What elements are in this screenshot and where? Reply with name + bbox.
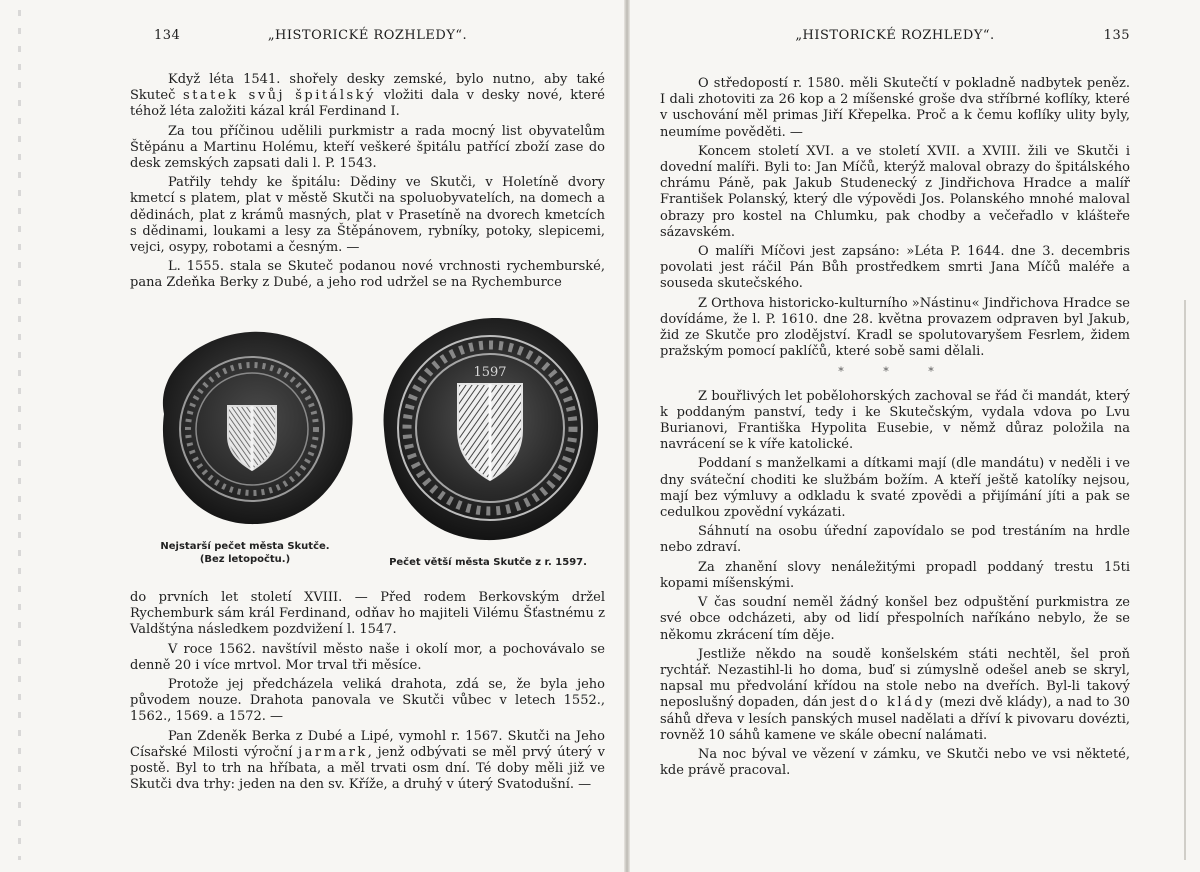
- paragraph: [660, 595, 1130, 644]
- seal-1597-image: [370, 312, 606, 547]
- right-running-title: „HISTORICKÉ ROZHLEDY“.: [795, 28, 995, 43]
- paragraph-text: do prvních let století XVIII. — Před rodem Berkovským držel Rychemburk sám král Ferdinand, odňav ho majiteli Vilému Šťastnému z Valdštýna následkem pozdvižení l. 1547.: [130, 590, 605, 638]
- paragraph-text: Za tou příčinou udělili purkmistr a rada mocný list obyvatelům Štěpánu a Martinu Holému, kteří veškeré špitálu patřící zboží zase do desk zemských zapsati dali l. P. 1543.: [130, 123, 605, 172]
- caption-seal-oldest: [130, 540, 360, 566]
- paragraph: [660, 747, 1130, 779]
- paragraph: [660, 647, 1130, 744]
- section-asterism: * * *: [838, 365, 952, 379]
- right-text-part-a: [660, 76, 1130, 360]
- paragraph-text: Jestliže někdo na soudě konšelském státi nechtěl, šel proň rychtář. Nezastihl-li ho doma, buď si zúmyslně odešel aneb se skryl, napsal mu předvolání křídou na stole nebo na dveřích. Byl-li takový neposlušný dopaden, dán jest: [660, 646, 1130, 711]
- paragraph-text: Z bouřlivých let pobělohorských zachoval se řád či mandát, který k poddaným panství, tedy i ke Skutečským, vydala vdova po Lvu Burianovi, Františka Hypolita Eusebie, v němž důraz položila na navrácení se k víře katolické.: [660, 388, 1130, 453]
- seal-oldest-image: [144, 324, 360, 534]
- left-page-number: 134: [154, 28, 181, 43]
- paragraph: [660, 296, 1130, 361]
- paragraph: [130, 124, 605, 173]
- paragraph-text: Za zhanění slovy nenáležitými propadl poddaný trestu 15ti kopami míšenskými.: [660, 559, 1130, 591]
- paragraph-text: , jenž odbývati se měl prvý úterý v postě. Byl to trh na hříbata, a měl trvati osm dní. Té doby měli již ve Skutči dva trhy: jeden na den sv. Kříže, a druhý v úterý Svatodušní. —: [130, 744, 605, 793]
- emphasized-spaced-text: do klády: [859, 695, 935, 711]
- paragraph: [130, 175, 605, 256]
- paragraph-text: Poddaní s manželkami a dítkami mají (dle mandátu) v neděli i ve dny sváteční choditi ke službám božím. A kteří ještě katolíky nejsou, mají bez výmluvy a odkladu k svaté zpovědi a přijímání jíti a pak se cedulkou zpovědní vykázati.: [660, 456, 1130, 521]
- paragraph: [660, 389, 1130, 454]
- left-text-top: [130, 72, 605, 295]
- paragraph-text: Patřily tehdy ke špitálu: Dědiny ve Skutči, v Holetíně dvory kmetcí s platem, plat v městě Skutči na spoluobyvatelích, na domech a dědinách, plat z krámů masných, plat v Prasetíně na dvorech kmetcích s dědinami, loukami a lesy za Štěpánovem, rybníky, potoky, slepicemi, vejci, osypy, robotami a česným. —: [130, 175, 605, 256]
- left-text-bottom: [130, 590, 605, 796]
- paragraph-text: V čas soudní neměl žádný konšel bez odpuštění purkmistra ze své obce odcházeti, aby od lidí přespolních naříkáno nebylo, že se někomu zkrácení tím děje.: [660, 595, 1130, 643]
- paragraph-text: vložiti dala v desky nové, které téhož léta založiti kázal král Ferdinand I.: [130, 88, 605, 120]
- paragraph-text: Pan Zdeněk Berka z Dubé a Lipé, vymohl r. 1567. Skutči na Jeho Císařské Milosti výroční: [130, 728, 605, 760]
- paragraph-text: Protože jej předcházela veliká drahota, zdá se, že byla jeho původem nouze. Drahota panovala ve Skutči vůbec v letech 1552., 1562., 1569. a 1572. —: [130, 677, 605, 725]
- seal-year: 1597: [473, 365, 507, 380]
- caption-seal-oldest-line1: Nejstarší pečet města Skutče.: [160, 541, 330, 552]
- paragraph: [130, 729, 605, 794]
- scan-edge-right: [1184, 300, 1186, 860]
- seal-illustrations: [130, 312, 605, 584]
- caption-seal-oldest-line2: (Bez letopočtu.): [199, 554, 291, 565]
- paragraph-text: Na noc býval ve vězení v zámku, ve Skutči nebo ve vsi někteté, kde právě pracoval.: [660, 746, 1130, 779]
- scan-edge-left: [18, 10, 21, 860]
- paragraph: [130, 72, 605, 121]
- paragraph: [130, 642, 605, 674]
- paragraph: [660, 456, 1130, 521]
- paragraph-text: V roce 1562. navštívil město naše i okolí mor, a pochovávalo se denně 20 i více mrtvol. Mor trval tři měsíce.: [130, 641, 605, 673]
- paragraph: [660, 524, 1130, 556]
- paragraph: [660, 244, 1130, 293]
- right-text: [660, 76, 1130, 782]
- paragraph: [660, 560, 1130, 592]
- paragraph-text: Koncem století XVI. a ve století XVII. a XVIII. žili ve Skutči i dovední malíři. Byli to: Jan Míčů, kterýž maloval obrazy do špitálského chrámu Páně, pak Jakub Studenecký z Jindřichova Hradce a malíř František Polanský, který dle výpovědi Jos. Polanského mnohé maloval obrazy pro kostel na Chlumku, pak chodby a večeřadlo v klášteře sázavském.: [660, 143, 1130, 240]
- paragraph-text: Z Orthova historicko-kulturního »Nástinu« Jindřichova Hradce se dovídáme, že l. P. 1610. dne 28. května provazem odpraven byl Jakub, žid ze Skutče pro zlodějství. Kradl se spolutovaryšem Fesrlem, židem pražským pomocí paklíčů, které sobě sami dělali.: [660, 295, 1130, 360]
- left-running-head: [130, 28, 605, 48]
- right-text-part-b: [660, 389, 1130, 780]
- paragraph: [660, 144, 1130, 241]
- emphasized-spaced-text: jarmark: [298, 744, 368, 760]
- emphasized-spaced-text: statek svůj špitálský: [183, 88, 376, 104]
- paragraph: [130, 259, 605, 291]
- paragraph-text: (mezi dvě klády), a nad to 30 sáhů dřeva v lesích panských musel nadělati a dříví k pivovaru dovézti, rovněž 10 sáhů kamene ve skále obecní nalámati.: [660, 695, 1130, 743]
- paragraph-text: L. 1555. stala se Skuteč podanou nové vrchnosti rychemburské, pana Zdeňka Berky z Dubé, a jeho rod udržel se na Rychemburce: [130, 259, 605, 291]
- paragraph: [130, 590, 605, 639]
- paragraph: [130, 677, 605, 726]
- paragraph-text: O středopostí r. 1580. měli Skutečtí v pokladně nadbytek peněz. I dali zhotoviti za 26 kop a 2 míšenské groše dva stříbrné koflíky, které v uschování měl primas Jiří Křepelka. Proč a k čemu koflíky ulity byly, neumíme pověděti. —: [660, 76, 1130, 140]
- paragraph-text: Sáhnutí na osobu úřední zapovídalo se pod trestáním na hrdle nebo zdraví.: [660, 524, 1130, 556]
- right-page-number: 135: [1103, 28, 1130, 43]
- book-gutter: [624, 0, 630, 872]
- right-running-head: [660, 28, 1130, 48]
- left-page: [130, 0, 605, 872]
- left-running-title: „HISTORICKÉ ROZHLEDY“.: [267, 28, 468, 43]
- paragraph-text: Když léta 1541. shořely desky zemské, bylo nutno, aby také Skuteč: [130, 72, 605, 104]
- paragraph: [660, 76, 1130, 141]
- caption-seal-1597: Pečet větší města Skutče z r. 1597.: [389, 557, 587, 568]
- right-page: [660, 0, 1130, 872]
- paragraph-text: O malíři Míčovi jest zapsáno: »Léta P. 1644. dne 3. decembris povolati jest ráčil Pán Bůh prostředkem smrti Jana Míčů maléře a souseda skutečského.: [660, 244, 1130, 292]
